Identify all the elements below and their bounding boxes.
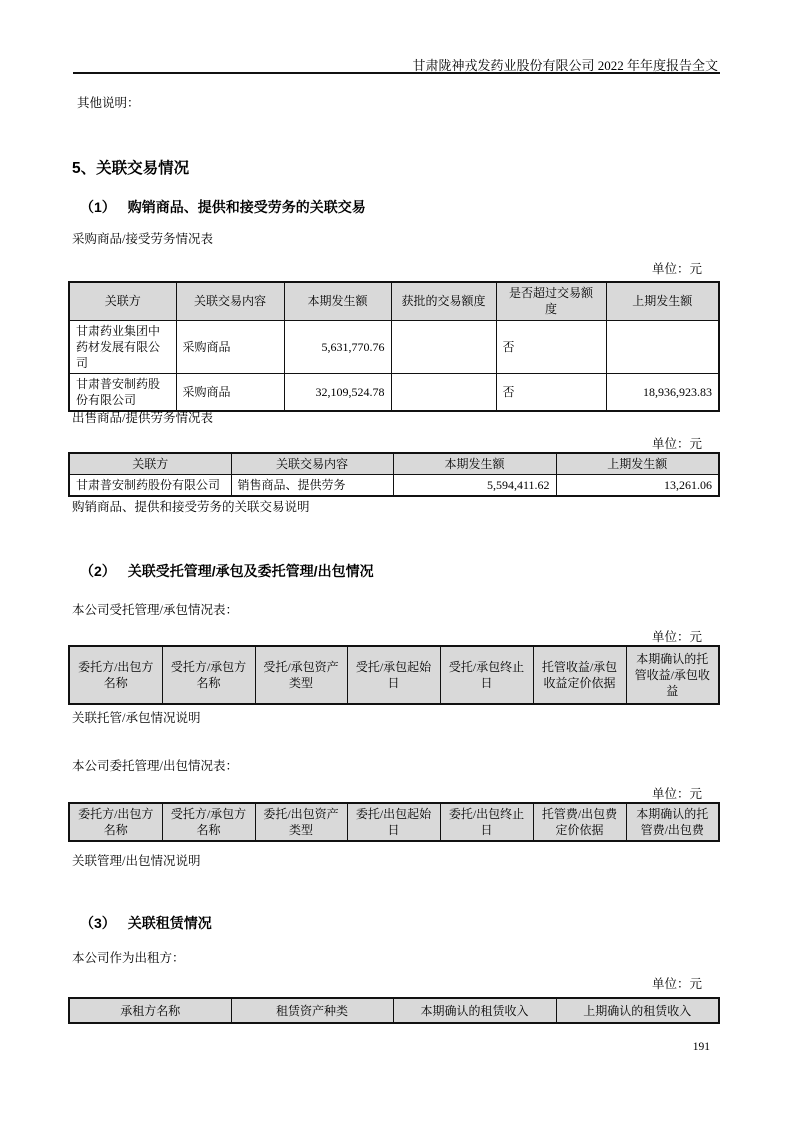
- cell-related-party: 甘肃普安制药股份有限公司: [69, 475, 231, 497]
- cell-approved-quota: [391, 373, 496, 411]
- cell-related-party: 甘肃药业集团中药材发展有限公司: [69, 320, 176, 373]
- section-5-heading: 5、关联交易情况: [72, 160, 190, 177]
- col-current-lease-income: 本期确认的租赁收入: [393, 998, 556, 1023]
- cell-transaction-content: 采购商品: [176, 320, 284, 373]
- section-5-3-number: （3）: [80, 915, 116, 931]
- col-transaction-content: 关联交易内容: [176, 282, 284, 320]
- entrusted-table: [68, 645, 720, 705]
- table-header-row: [69, 803, 719, 841]
- table-header-row: [69, 998, 719, 1023]
- col-pricing-basis: 托管收益/承包收益定价依据: [533, 646, 626, 704]
- cell-exceed-quota: 否: [496, 320, 606, 373]
- cell-exceed-quota: 否: [496, 373, 606, 411]
- lease-table: [68, 997, 720, 1024]
- lease-caption: 本公司作为出租方：: [72, 951, 185, 965]
- table-header-row: [69, 646, 719, 704]
- outsourced-table: [68, 802, 720, 842]
- cell-current-amount: 5,631,770.76: [284, 320, 391, 373]
- purchase-table: [68, 281, 720, 412]
- cell-transaction-content: 销售商品、提供劳务: [231, 475, 393, 497]
- table-row: [69, 373, 719, 411]
- col-fee-pricing-basis: 托管费/出包费定价依据: [533, 803, 626, 841]
- cell-approved-quota: [391, 320, 496, 373]
- col-start-date: 委托/出包起始日: [347, 803, 440, 841]
- section-5-2-heading: [80, 561, 374, 581]
- cell-prior-amount: 18,936,923.83: [606, 373, 719, 411]
- col-end-date: 受托/承包终止日: [440, 646, 533, 704]
- col-entrusting-party: 委托方/出包方名称: [69, 803, 162, 841]
- page-number: 191: [692, 1041, 710, 1053]
- unit-label-4: 单位：元: [651, 787, 702, 801]
- cell-prior-amount: 13,261.06: [556, 475, 719, 497]
- cell-current-amount: 32,109,524.78: [284, 373, 391, 411]
- cell-transaction-content: 采购商品: [176, 373, 284, 411]
- unit-label-3: 单位：元: [651, 630, 702, 644]
- cell-related-party: 甘肃普安制药股份有限公司: [69, 373, 176, 411]
- section-5-1-number: （1）: [80, 199, 116, 215]
- cell-prior-amount: [606, 320, 719, 373]
- header-rule: [73, 72, 720, 74]
- table-row: [69, 320, 719, 373]
- col-related-party: 关联方: [69, 453, 231, 475]
- outsourced-note: 关联管理/出包情况说明: [72, 854, 201, 868]
- col-transaction-content: 关联交易内容: [231, 453, 393, 475]
- col-current-amount: 本期发生额: [393, 453, 556, 475]
- purchase-sale-note: 购销商品、提供和接受劳务的关联交易说明: [72, 500, 310, 514]
- col-asset-type: 受托/承包资产类型: [255, 646, 347, 704]
- section-5-3-title: 关联租赁情况: [127, 915, 212, 931]
- col-exceed-quota: 是否超过交易额度: [496, 282, 606, 320]
- col-prior-amount: 上期发生额: [556, 453, 719, 475]
- unit-label-2: 单位：元: [651, 437, 702, 451]
- col-recognized-fee: 本期确认的托管费/出包费: [626, 803, 719, 841]
- section-5-1-heading: [80, 197, 366, 217]
- col-trustee-party: 受托方/承包方名称: [162, 646, 255, 704]
- col-entrusting-party: 委托方/出包方名称: [69, 646, 162, 704]
- unit-label-1: 单位：元: [651, 262, 702, 276]
- col-prior-amount: 上期发生额: [606, 282, 719, 320]
- col-related-party: 关联方: [69, 282, 176, 320]
- col-approved-quota: 获批的交易额度: [391, 282, 496, 320]
- col-leased-asset-type: 租赁资产种类: [231, 998, 393, 1023]
- table-header-row: [69, 453, 719, 475]
- entrusted-table-caption: 本公司受托管理/承包情况表：: [72, 603, 238, 617]
- section-5-2-title: 关联受托管理/承包及委托管理/出包情况: [127, 563, 374, 579]
- report-header-title: 甘肃陇神戎发药业股份有限公司 2022 年年度报告全文: [412, 58, 718, 73]
- cell-current-amount: 5,594,411.62: [393, 475, 556, 497]
- section-5-1-title: 购销商品、提供和接受劳务的关联交易: [127, 199, 366, 215]
- col-start-date: 受托/承包起始日: [347, 646, 440, 704]
- sale-table: [68, 452, 720, 497]
- other-note: 其他说明：: [77, 96, 140, 110]
- section-5-3-heading: [80, 913, 212, 933]
- outsourced-table-caption: 本公司委托管理/出包情况表：: [72, 759, 238, 773]
- col-asset-type: 委托/出包资产类型: [255, 803, 347, 841]
- entrusted-note: 关联托管/承包情况说明: [72, 711, 201, 725]
- section-5-2-number: （2）: [80, 563, 116, 579]
- col-current-amount: 本期发生额: [284, 282, 391, 320]
- unit-label-5: 单位：元: [651, 977, 702, 991]
- sale-table-caption: 出售商品/提供劳务情况表: [72, 411, 213, 425]
- purchase-table-caption: 采购商品/接受劳务情况表: [72, 232, 213, 246]
- col-trustee-party: 受托方/承包方名称: [162, 803, 255, 841]
- table-header-row: [69, 282, 719, 320]
- col-end-date: 委托/出包终止日: [440, 803, 533, 841]
- col-recognized-income: 本期确认的托管收益/承包收益: [626, 646, 719, 704]
- col-prior-lease-income: 上期确认的租赁收入: [556, 998, 719, 1023]
- table-row: [69, 475, 719, 497]
- col-lessee-name: 承租方名称: [69, 998, 231, 1023]
